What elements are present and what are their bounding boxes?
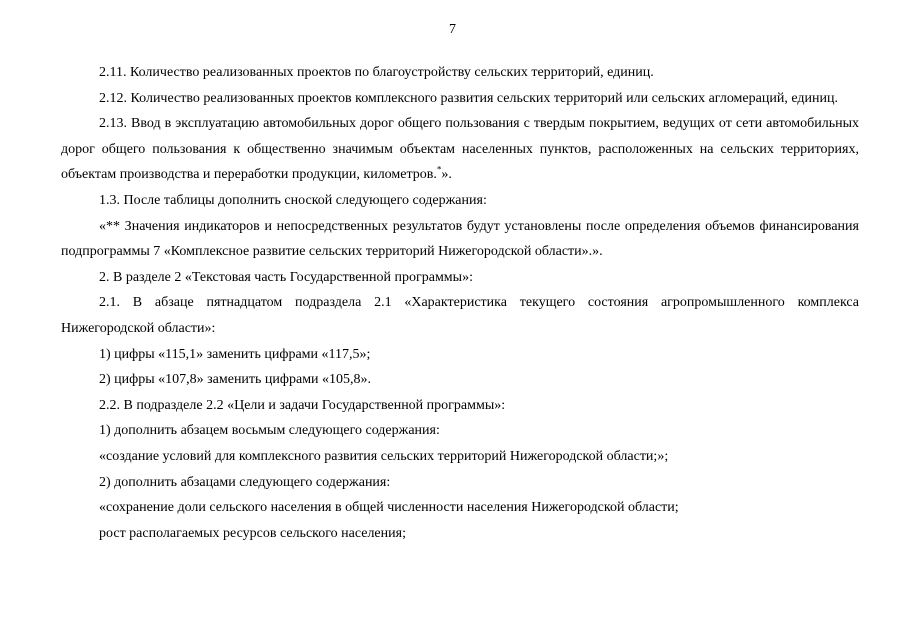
paragraph-quote-conditions: «создание условий для комплексного развития сельских территорий Нижегородской области;»; (99, 448, 669, 464)
paragraph-2-1: 2.1. В абзаце пятнадцатом подраздела 2.1 «Характеристика текущего состояния агропромышленного комплекса Нижегородской области»: (61, 295, 859, 336)
paragraph-quote-rural-share: «сохранение доли сельского населения в общей численности населения Нижегородской области; (99, 500, 679, 516)
paragraph-add-paragraphs: 2) дополнить абзацами следующего содержания: (99, 474, 391, 490)
footnote-tail: ». (441, 167, 452, 183)
paragraph-2-13-text: 2.13. Ввод в эксплуатацию автомобильных дорог общего пользования с твердым покрытием, ведущих от сети автомобильных дорог общего пользования к общественно значимым объектам населенных пунктов, расположенных на сельских территориях, объектам производства и переработки продукции, километров. (61, 116, 859, 183)
paragraph-2-13 (61, 111, 859, 188)
page-number: 7 (449, 22, 456, 37)
paragraph-2-11: 2.11. Количество реализованных проектов по благоустройству сельских территорий, единиц. (99, 65, 654, 80)
paragraph-footnote-text: «** Значения индикаторов и непосредственных результатов будут установлены после определения объемов финансирования подпрограммы 7 «Комплексное развитие сельских территорий Нижегородской области».». (61, 218, 859, 260)
paragraph-2-2: 2.2. В подразделе 2.2 «Цели и задачи Государственной программы»: (99, 397, 506, 413)
paragraph-section-2: 2. В разделе 2 «Текстовая часть Государственной программы»: (99, 269, 473, 285)
paragraph-rural-resources: рост располагаемых ресурсов сельского населения; (99, 525, 406, 541)
document-body (61, 60, 859, 546)
footnote-mark: * (436, 164, 442, 175)
paragraph-item-2-digits: 2) цифры «107,8» заменить цифрами «105,8». (99, 372, 372, 388)
paragraph-add-eighth: 1) дополнить абзацем восьмым следующего содержания: (99, 423, 440, 439)
paragraph-2-12: 2.12. Количество реализованных проектов комплексного развития сельских территорий или сельских агломераций, единиц. (99, 90, 838, 106)
paragraph-item-1-digits: 1) цифры «115,1» заменить цифрами «117,5»; (99, 346, 371, 362)
paragraph-1-3: 1.3. После таблицы дополнить сноской следующего содержания: (99, 192, 487, 208)
